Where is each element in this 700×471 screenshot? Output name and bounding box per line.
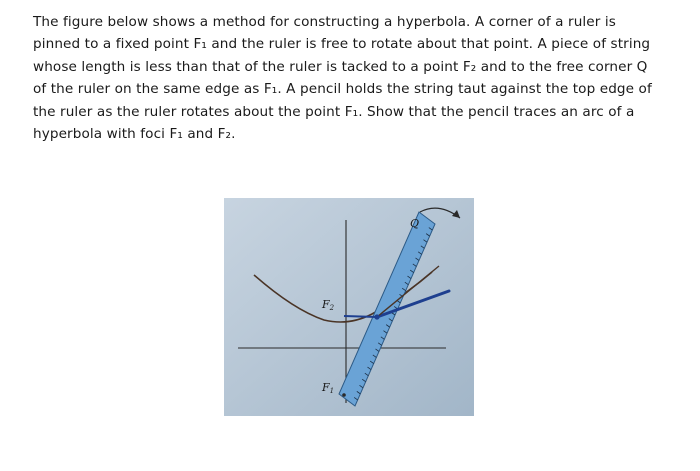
hyperbola-figure xyxy=(224,198,474,416)
problem-line: whose length is less than that of the ruler is tacked to a point F₂ and to the free corner Q xyxy=(33,58,648,75)
problem-line: The figure below shows a method for constructing a hyperbola. A corner of a ruler is xyxy=(33,14,616,30)
label-f1: F1 xyxy=(322,381,335,395)
problem-line: hyperbola with foci F₁ and F₂. xyxy=(33,126,236,143)
label-f2: F2 xyxy=(322,298,335,312)
figure-canvas xyxy=(224,198,474,416)
f1-point xyxy=(342,393,346,397)
pencil-point xyxy=(374,314,379,319)
problem-line: pinned to a fixed point F₁ and the ruler is free to rotate about that point. A piece of string xyxy=(33,36,651,53)
problem-line: the ruler as the ruler rotates about the point F₁. Show that the pencil traces an arc of a xyxy=(33,103,635,120)
problem-statement xyxy=(33,11,683,145)
problem-line: of the ruler on the same edge as F₁. A pencil holds the string taut against the top edge of xyxy=(33,81,652,98)
string-segment xyxy=(344,316,377,317)
label-q: Q xyxy=(410,217,420,230)
